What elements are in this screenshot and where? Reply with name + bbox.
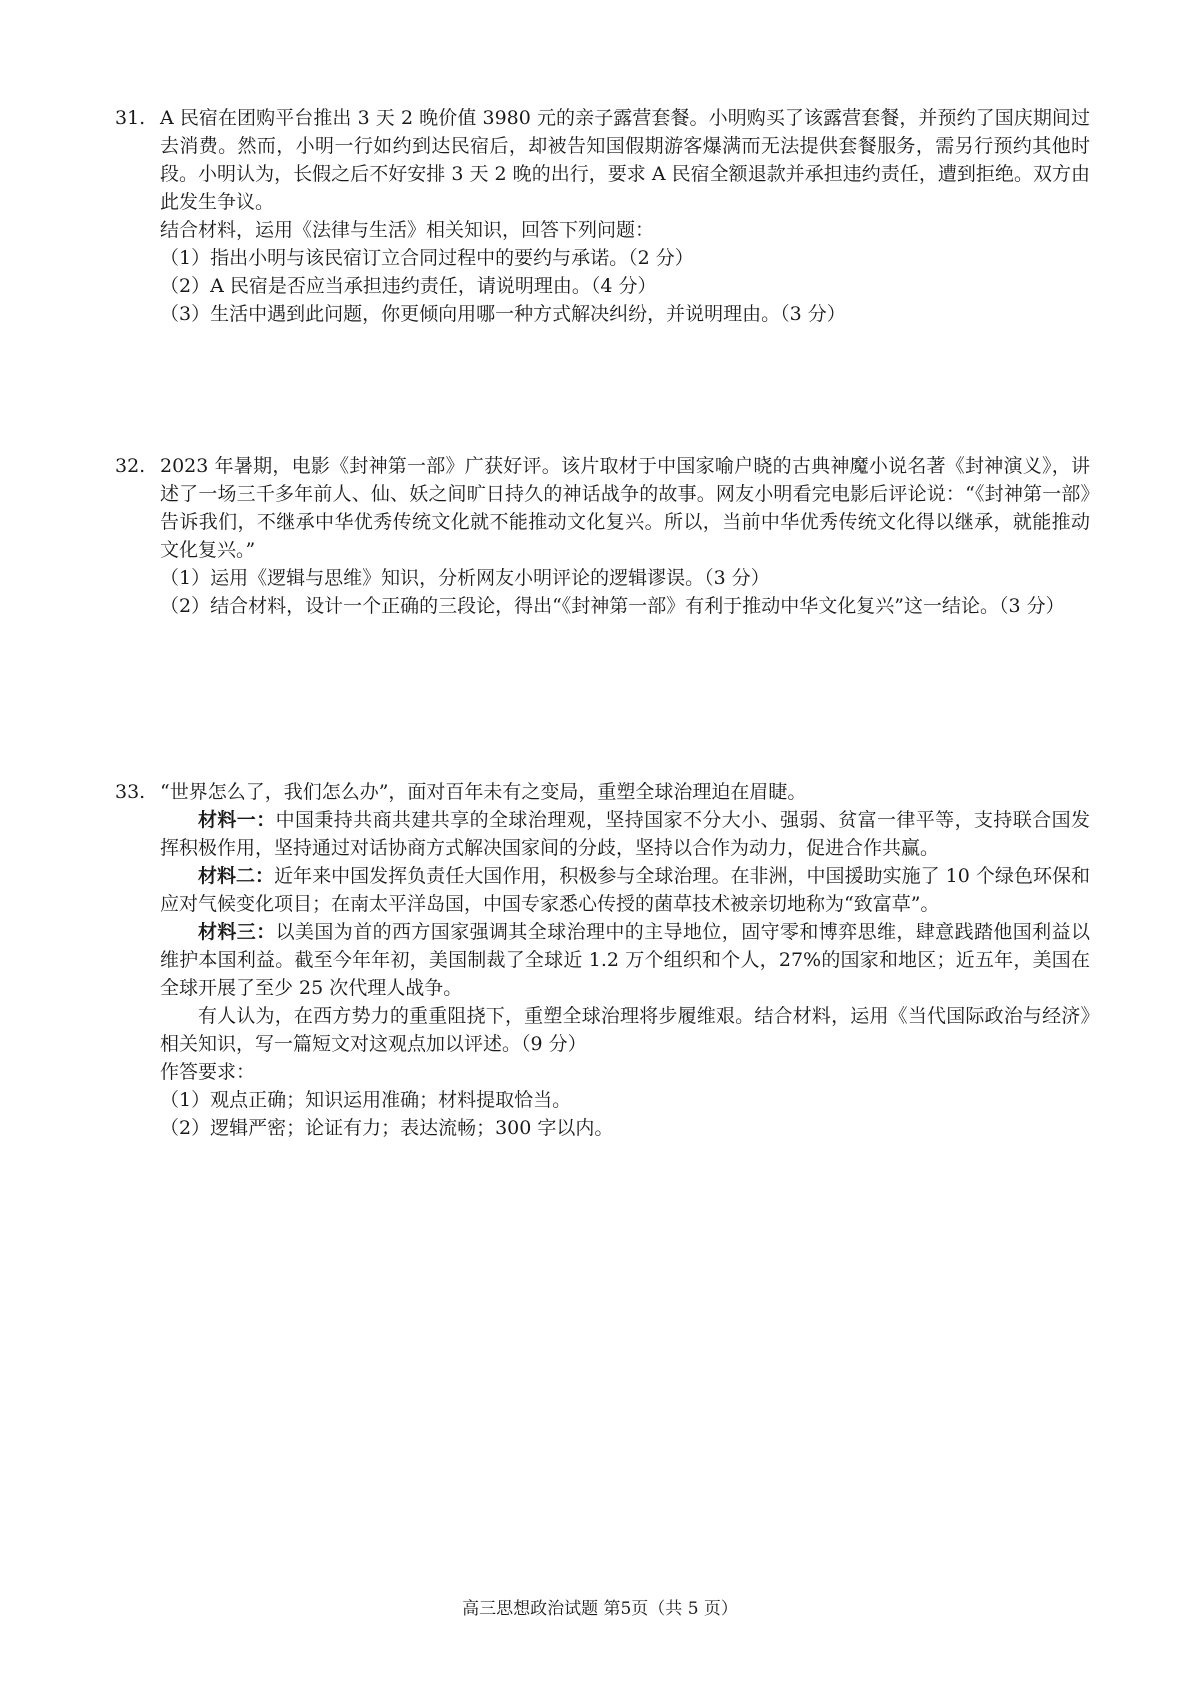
material-3-label: 材料三： <box>198 921 276 943</box>
sub-question-3: （3）生活中遇到此问题，你更倾向用哪一种方式解决纠纷，并说明理由。（3 分） <box>160 303 846 325</box>
requirement-2: （2）逻辑严密；论证有力；表达流畅；300 字以内。 <box>160 1117 614 1139</box>
question-number: 31. <box>115 107 146 129</box>
page-footer: 高三思想政治试题 第5页（共 5 页） <box>462 1599 738 1619</box>
question-31-stem-block <box>115 104 1090 216</box>
sub-question-2: （2）A 民宿是否应当承担违约责任，请说明理由。（4 分） <box>160 275 657 297</box>
sub-question-1: （1）指出小明与该民宿订立合同过程中的要约与承诺。（2 分） <box>160 247 694 269</box>
question-33-stem-block <box>115 778 1090 806</box>
sub-question-2 <box>115 592 1090 620</box>
material-3 <box>115 918 1090 1002</box>
question-32 <box>115 452 1090 620</box>
question-instruction: 结合材料，运用《法律与生活》相关知识，回答下列问题： <box>160 219 655 241</box>
material-1 <box>115 806 1090 862</box>
question-32-stem-block <box>115 452 1090 564</box>
question-31 <box>115 104 1090 328</box>
requirement-1: （1）观点正确；知识运用准确；材料提取恰当。 <box>160 1089 572 1111</box>
material-3-text: 以美国为首的西方国家强调其全球治理中的主导地位，固守零和博弈思维，肆意践踏他国利益以维护本国利益。截至今年年初，美国制裁了全球近 1.2 万个组织和个人，27%的国家和地区；近五年，美国在全球开展了至少 25 次代理人战争。 <box>160 921 1090 999</box>
material-2 <box>115 862 1090 918</box>
material-1-label: 材料一： <box>198 809 276 831</box>
sub-question-2-text: （2）结合材料，设计一个正确的三段论，得出“《封神第一部》有利于推动中华文化复兴”这一结论。（3 分） <box>160 595 1065 617</box>
sub-question-1: （1）运用《逻辑与思维》知识，分析网友小明评论的逻辑谬误。（3 分） <box>160 567 770 589</box>
requirements-title: 作答要求： <box>160 1061 256 1083</box>
question-stem: 2023 年暑期，电影《封神第一部》广获好评。该片取材于中国家喻户晓的古典神魔小说名著《封神演义》，讲述了一场三千多年前人、仙、妖之间旷日持久的神话战争的故事。网友小明看完电影后评论说：“《封神第一部》告诉我们，不继承中华优秀传统文化就不能推动文化复兴。所以，当前中华优秀传统文化得以继承，就能推动文化复兴。” <box>160 455 1090 561</box>
question-33 <box>115 778 1090 1142</box>
question-stem: A 民宿在团购平台推出 3 天 2 晚价值 3980 元的亲子露营套餐。小明购买了该露营套餐，并预约了国庆期间过去消费。然而，小明一行如约到达民宿后，却被告知国假期游客爆满而无法提供套餐服务，需另行预约其他时段。小明认为，长假之后不好安排 3 天 2 晚的出行，要求 A 民宿全额退款并承担违约责任，遭到拒绝。双方由此发生争议。 <box>160 107 1090 213</box>
material-2-text: 近年来中国发挥负责任大国作用，积极参与全球治理。在非洲，中国援助实施了 10 个绿色环保和应对气候变化项目；在南太平洋岛国，中国专家悉心传授的菌草技术被亲切地称为“致富草”。 <box>160 865 1090 915</box>
question-number: 32. <box>115 455 146 477</box>
essay-task: 有人认为，在西方势力的重重阻挠下，重塑全球治理将步履维艰。结合材料，运用《当代国际政治与经济》相关知识，写一篇短文对这观点加以评述。（9 分） <box>160 1005 1090 1055</box>
question-stem: “世界怎么了，我们怎么办”，面对百年未有之变局，重塑全球治理迫在眉睫。 <box>160 781 807 803</box>
question-number: 33. <box>115 781 146 803</box>
material-2-label: 材料二： <box>198 865 275 887</box>
material-1-text: 中国秉持共商共建共享的全球治理观，坚持国家不分大小、强弱、贫富一律平等，支持联合国发挥积极作用，坚持通过对话协商方式解决国家间的分歧，坚持以合作为动力，促进合作共赢。 <box>160 809 1090 859</box>
